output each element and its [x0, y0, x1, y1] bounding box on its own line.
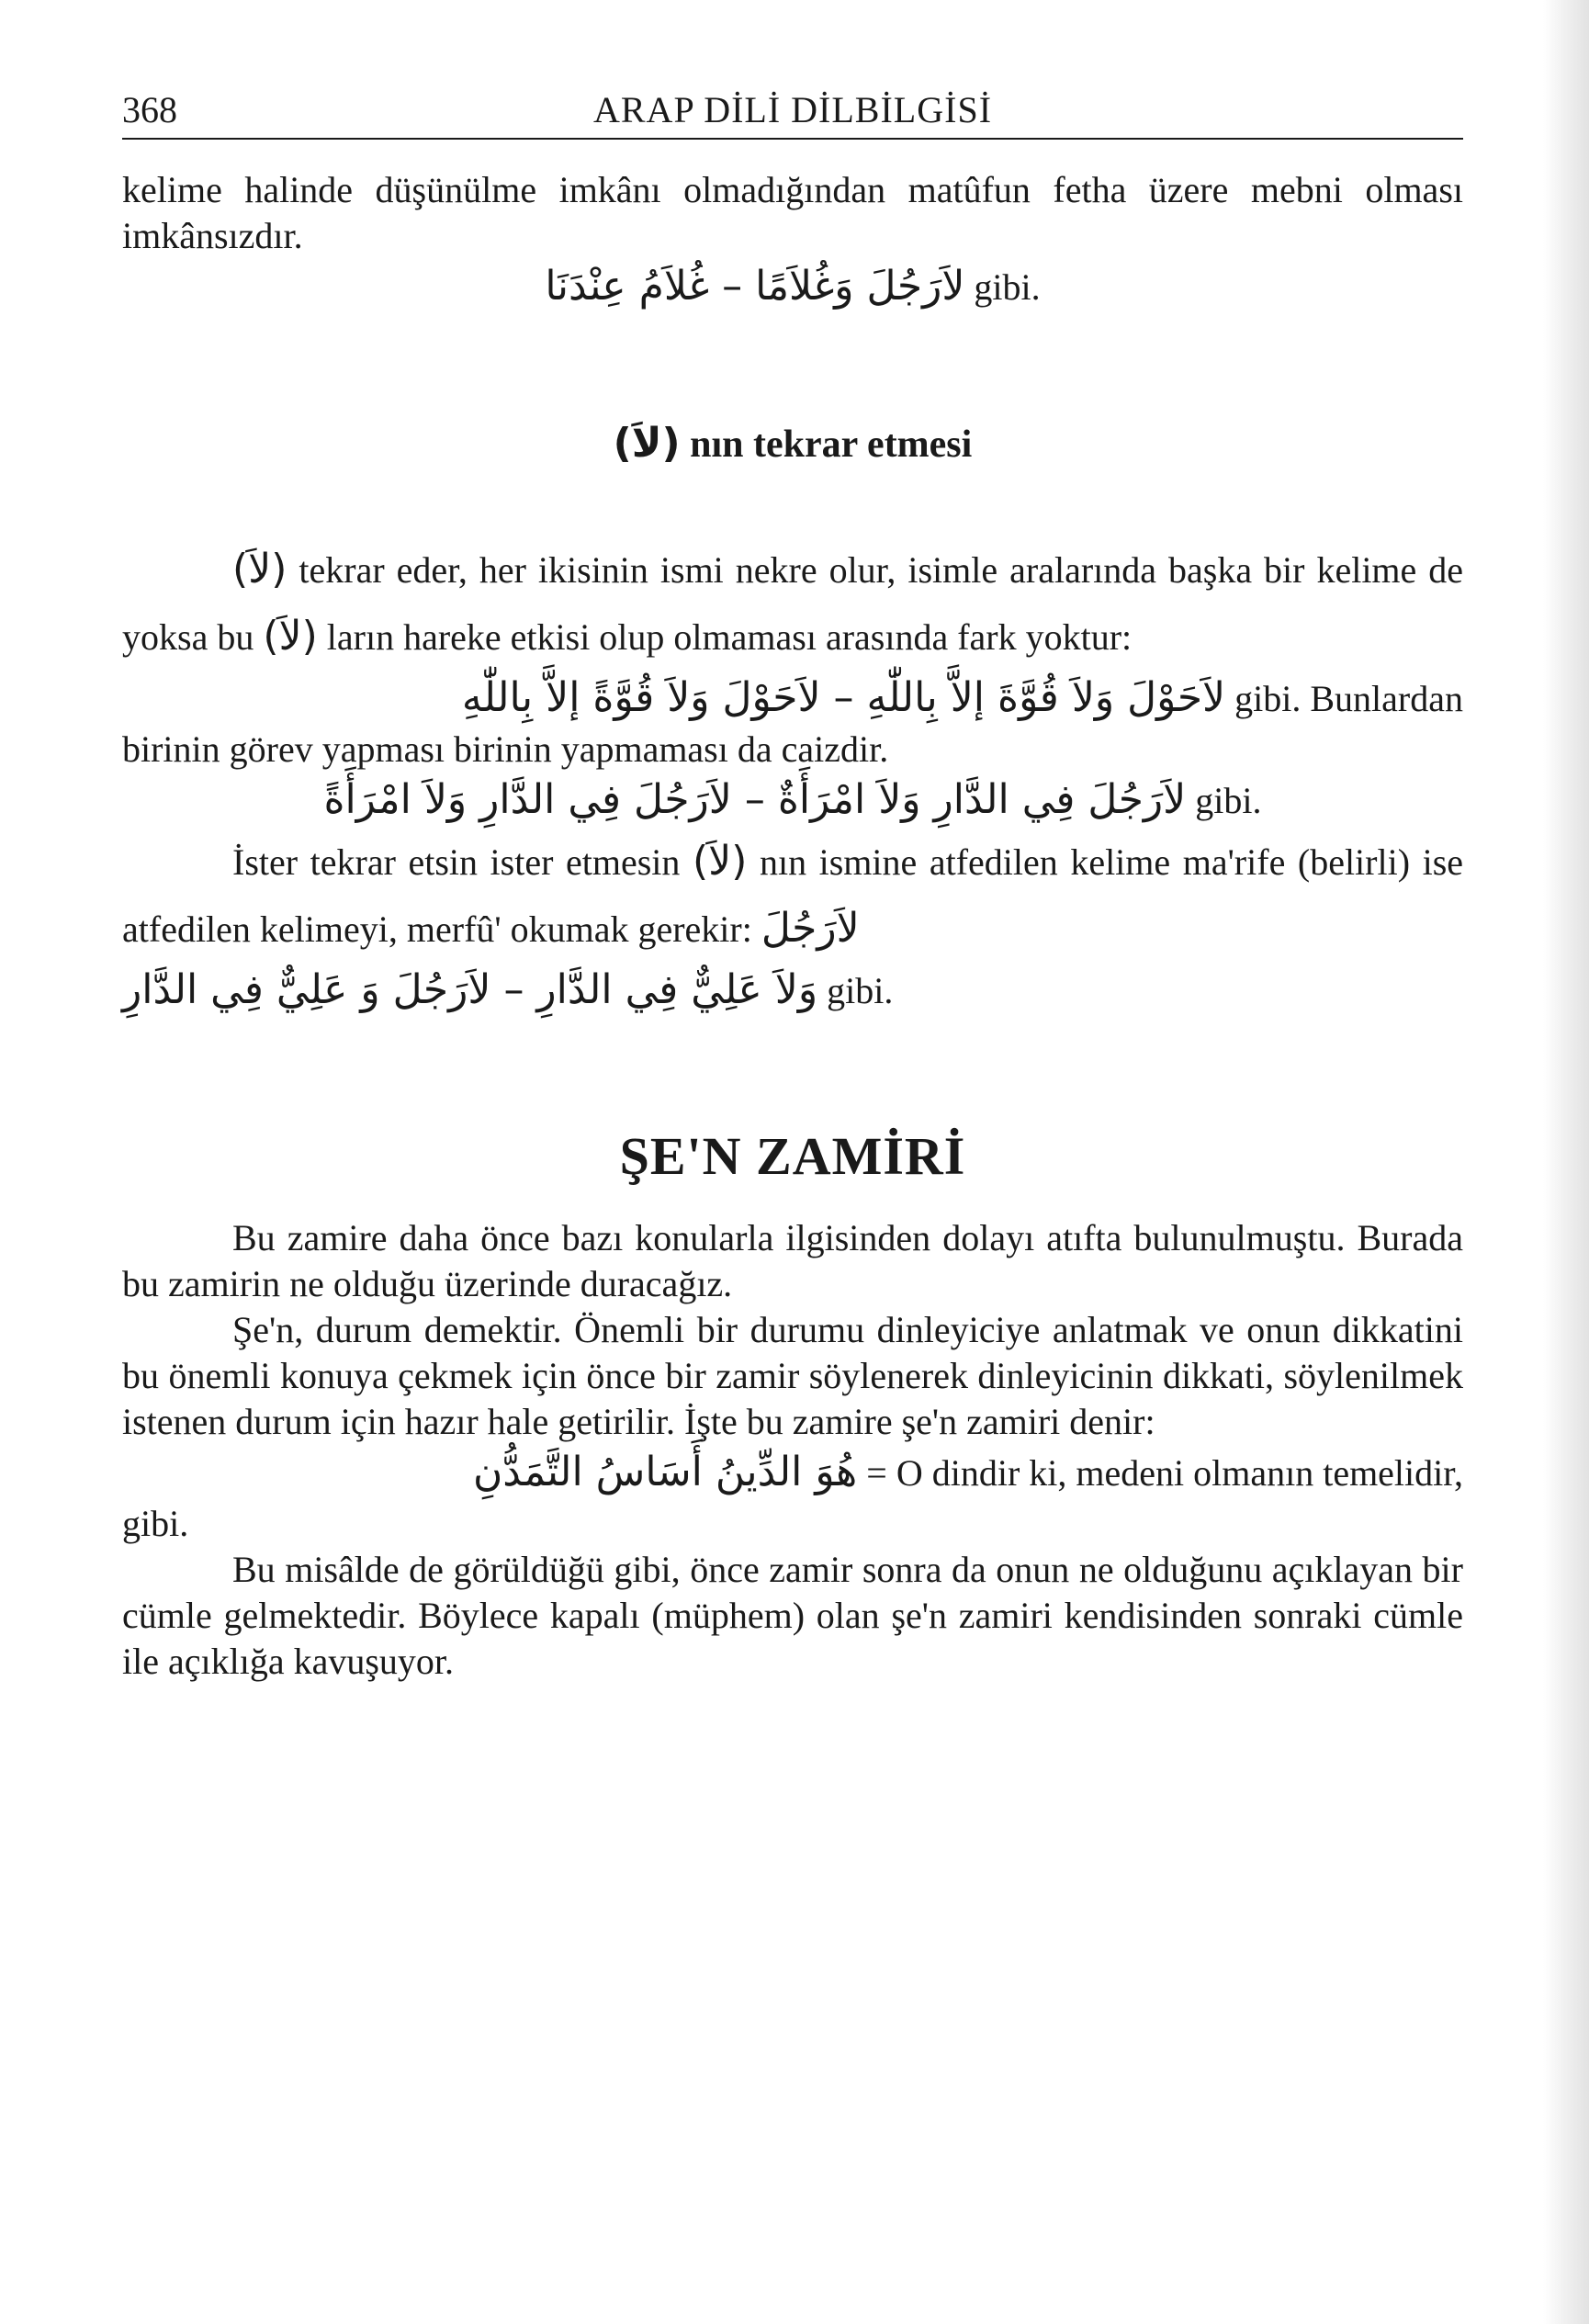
book-page: [122, 83, 1463, 1685]
inline-arabic: (لاَ): [232, 546, 287, 592]
section-heading-la-repetition: [122, 416, 1463, 472]
paragraph-text: Şe'n, durum demektir. Önemli bir durumu dinleyiciye anlatmak ve onun dikkatini bu önemli konuya çekmek için önce bir zamir söylenerek dinleyicinin dikkati, söylenilmek istenen durum için hazır hale getirilir. İşte bu zamire şe'n zamiri denir:: [122, 1309, 1463, 1442]
paragraph-text: tekrar eder, her ikisinin ismi nekre olur, isimle aralarında: [299, 549, 1157, 591]
example-suffix: gibi.: [974, 266, 1041, 308]
arabic-example-line: [122, 259, 1463, 315]
arabic-example: لاَحَوْلَ وَلاَ قُوَّةَ إلاَّ بِاللّٰهِ – لاَحَوْلَ وَلاَ قُوَّةً إلاَّ بِاللّٰهِ: [461, 674, 1226, 721]
arabic-example: هُوَ الدِّينُ أَسَاسُ التَّمَدُّنِ: [472, 1449, 858, 1495]
arabic-example-line: [122, 671, 1463, 727]
example-suffix: gibi.: [1195, 780, 1262, 821]
page-edge-shadow: [1543, 0, 1589, 2324]
running-title: ARAP DİLİ DİLBİLGİSİ: [592, 89, 993, 130]
example-suffix: gibi.: [827, 970, 894, 1011]
example-suffix: gibi. Bunlardan: [1234, 678, 1463, 719]
heading-arabic: (لاَ): [613, 420, 681, 467]
paragraph-text: nın ismine atfedilen kelime: [759, 841, 1171, 883]
example-suffix: gibi.: [122, 1503, 189, 1544]
paragraph-la-repeat: [122, 536, 1463, 671]
arabic-example-line: [122, 963, 1463, 1019]
paragraph-text: Bu zamire daha önce bazı konularla ilgisinden dolayı atıfta bulunulmuştu. Burada bu zamirin ne olduğu üzerinde duracağız.: [122, 1217, 1463, 1304]
paragraph-text: ma'rife (belirli) ise atfedilen kelimeyi, merfû' okumak gerekir:: [122, 841, 1464, 950]
section-title-sen-zamiri: ŞE'N ZAMİRİ: [619, 1126, 966, 1186]
heading-text: nın tekrar etmesi: [690, 423, 973, 466]
inline-arabic: لاَرَجُلَ: [761, 905, 860, 952]
paragraph-marife: [122, 829, 1463, 963]
page-number: 368: [122, 89, 177, 130]
arabic-example: وَلاَ عَلِيٌّ فِي الدَّارِ – لاَرَجُلَ وَ عَلِيٌّ فِي الدَّارِ: [122, 966, 818, 1013]
paragraph-text: İster tekrar etsin ister etmesin: [232, 841, 681, 883]
example-translation: = O dindir ki, medeni olmanın temelidir,: [866, 1452, 1463, 1494]
paragraph-text: ların hareke etkisi olup olmaması arasında fark yoktur:: [326, 616, 1133, 658]
paragraph-continuation: kelime halinde düşünülme imkânı olmadığından matûfun fetha üzere mebni olması imkânsızdır.: [122, 169, 1463, 256]
paragraph-text: başka bir kelime de yoksa bu: [122, 549, 1464, 658]
paragraph-text: Bu misâlde de görüldüğü gibi, önce zamir sonra da onun ne olduğunu açıklayan bir cümle gelmektedir. Böylece kapalı (müphem) olan şe'n zamiri kendisinden sonraki cümle ile açıklığa kavuşuyor.: [122, 1549, 1463, 1682]
arabic-example-line: [122, 1445, 1463, 1501]
inline-arabic: (لاَ): [692, 838, 748, 885]
page-header: [122, 83, 1463, 140]
arabic-example-line: [122, 773, 1463, 829]
arabic-example: لاَرَجُلَ فِي الدَّارِ وَلاَ امْرَأَةٌ – لاَرَجُلَ فِي الدَّارِ وَلاَ امْرَأَةً: [323, 776, 1187, 823]
paragraph-text: birinin görev yapması birinin yapmaması da caizdir.: [122, 728, 889, 770]
arabic-example: لاَرَجُلَ وَغُلاَمًا – غُلاَمُ عِنْدَنَا: [545, 263, 965, 310]
inline-arabic: (لاَ): [263, 613, 318, 660]
